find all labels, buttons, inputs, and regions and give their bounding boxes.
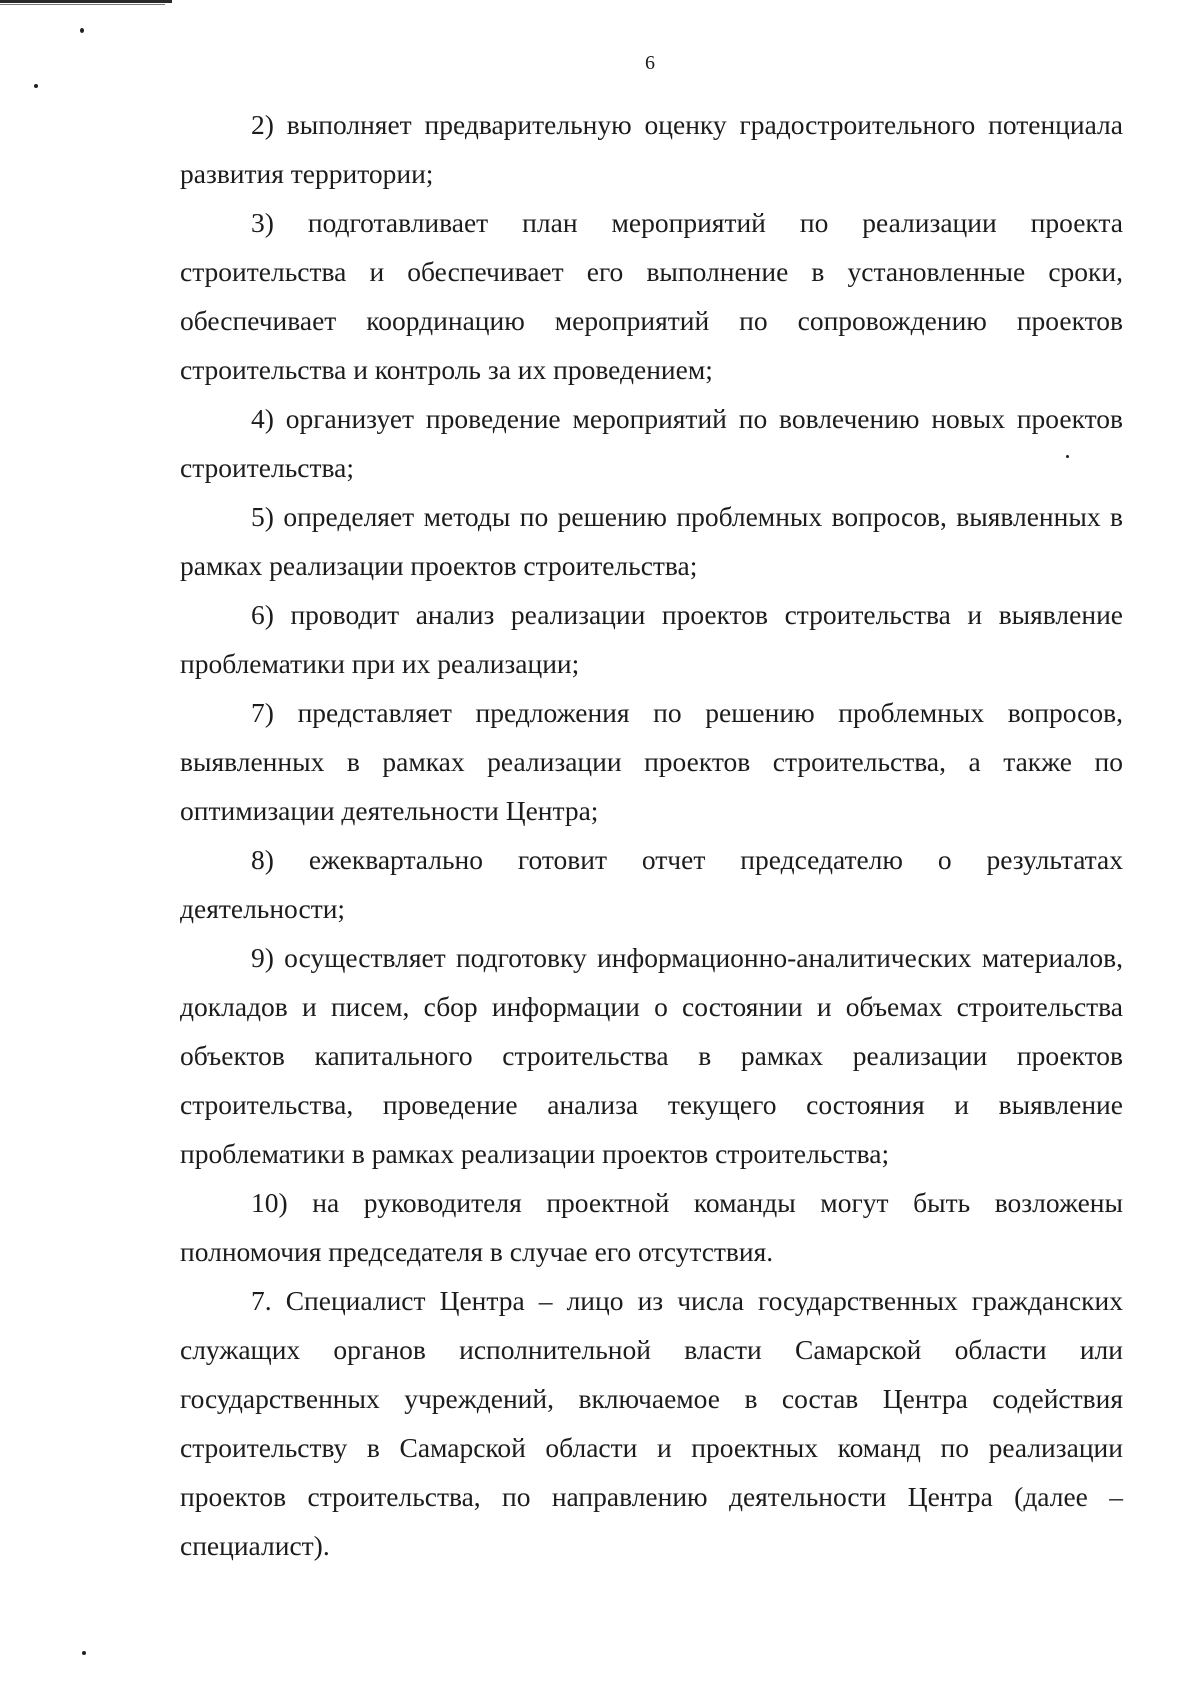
page-number: 6 [645, 52, 655, 74]
section-7-specialist: 7. Специалист Центра – лицо из числа государственных гражданских служащих органов исполнительной власти Самарской области или государственных учреждений, включаемое в состав Центра содействия строительству в Самарской области и проектных команд по реализации проектов строительства, по направлению деятельности Центра (далее – специалист). [180, 1285, 1123, 1561]
scan-speck [82, 1651, 86, 1655]
paragraph-item-6: 6) проводит анализ реализации проектов строительства и выявление проблематики при их реализации; [180, 599, 1123, 679]
paragraph-item-7: 7) представляет предложения по решению проблемных вопросов, выявленных в рамках реализации проектов строительства, а также по оптимизации деятельности Центра; [180, 697, 1123, 826]
paragraph-item-2: 2) выполняет предварительную оценку градостроительного потенциала развития территории; [180, 109, 1123, 189]
paragraph-item-5: 5) определяет методы по решению проблемных вопросов, выявленных в рамках реализации проектов строительства; [180, 501, 1123, 581]
scan-border-line [0, 4, 165, 5]
paragraph-item-3: 3) подготавливает план мероприятий по реализации проекта строительства и обеспечивает его выполнение в установленные сроки, обеспечивает координацию мероприятий по сопровождению проектов строительства и контроль за их проведением; [180, 207, 1123, 385]
paragraph-item-10: 10) на руководителя проектной команды могут быть возложены полномочия председателя в случае его отсутствия. [180, 1187, 1123, 1267]
paragraph-item-4: 4) организует проведение мероприятий по вовлечению новых проектов строительства; [180, 403, 1123, 483]
document-body [180, 100, 1123, 1570]
scan-border-line [0, 0, 172, 3]
paragraph-item-9: 9) осуществляет подготовку информационно-аналитических материалов, докладов и писем, сбор информации о состоянии и объемах строительства объектов капитального строительства в рамках реализации проектов строительства, проведение анализа текущего состояния и выявление проблематики в рамках реализации проектов строительства; [180, 942, 1123, 1169]
scan-speck [34, 84, 38, 88]
paragraph-item-8: 8) ежеквартально готовит отчет председателю о результатах деятельности; [180, 844, 1123, 924]
scan-speck [80, 28, 84, 33]
